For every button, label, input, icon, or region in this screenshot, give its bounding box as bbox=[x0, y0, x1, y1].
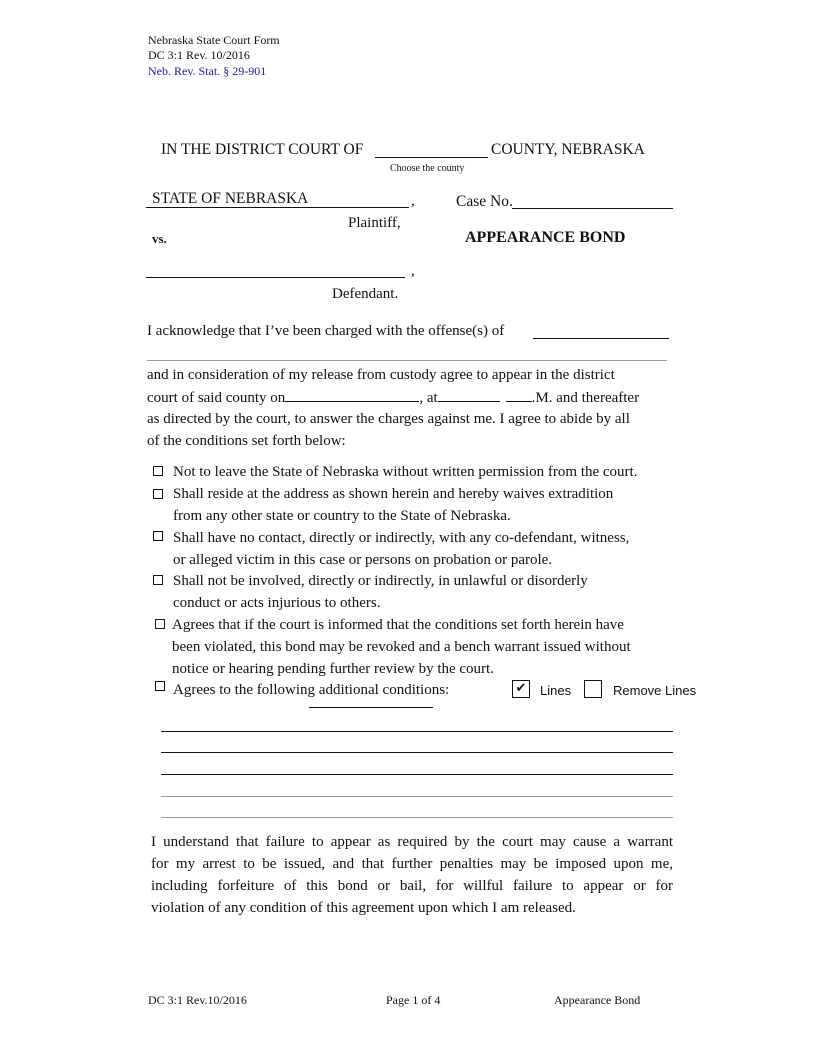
am-pm-field[interactable] bbox=[506, 386, 532, 402]
statement-line-2 bbox=[147, 386, 639, 409]
defendant-field[interactable] bbox=[146, 277, 405, 278]
plaintiff-name[interactable]: STATE OF NEBRASKA bbox=[152, 190, 309, 207]
remove-lines-label: Remove Lines bbox=[613, 683, 697, 698]
condition-5-checkbox[interactable] bbox=[155, 619, 165, 629]
form-name: Nebraska State Court Form bbox=[148, 33, 280, 47]
statute-link[interactable]: Neb. Rev. Stat. § 29-901 bbox=[148, 64, 267, 78]
condition-5-text-cont2: notice or hearing pending further review by the court. bbox=[172, 661, 494, 677]
case-no-label: Case No. bbox=[456, 193, 513, 210]
statement-line-4: of the conditions set forth below: bbox=[147, 433, 346, 449]
additional-condition-line[interactable] bbox=[161, 817, 673, 818]
condition-2-text: Shall reside at the address as shown herein and hereby waives extradition bbox=[173, 486, 614, 502]
footer-page: Page 1 of 4 bbox=[386, 993, 441, 1007]
condition-3-checkbox[interactable] bbox=[153, 531, 163, 541]
remove-lines-checkbox[interactable] bbox=[584, 680, 602, 698]
county-field[interactable] bbox=[375, 157, 488, 158]
court-heading-left: IN THE DISTRICT COURT OF bbox=[161, 141, 364, 158]
additional-condition-line[interactable] bbox=[161, 796, 673, 797]
form-revision: DC 3:1 Rev. 10/2016 bbox=[148, 48, 250, 62]
plaintiff-comma: , bbox=[411, 193, 415, 209]
statement-line-3: as directed by the court, to answer the charges against me. I agree to abide by all bbox=[147, 411, 630, 427]
condition-3-text: Shall have no contact, directly or indirectly, with any co-defendant, witness, bbox=[173, 530, 630, 546]
warning-line-4: violation of any condition of this agreement upon which I am released. bbox=[151, 900, 576, 916]
condition-4-text: Shall not be involved, directly or indirectly, in unlawful or disorderly bbox=[173, 573, 588, 589]
court-heading-right: COUNTY, NEBRASKA bbox=[491, 141, 645, 158]
statement-line-2c: .M. and thereafter bbox=[531, 390, 640, 406]
warning-line-2: for my arrest to be issued, and that further penalties may be imposed upon me, bbox=[151, 856, 673, 872]
case-no-field[interactable] bbox=[512, 208, 673, 209]
offense-field[interactable] bbox=[533, 338, 669, 339]
lines-label: Lines bbox=[540, 683, 572, 698]
lines-checkbox[interactable] bbox=[512, 680, 530, 698]
statement-line-2a: court of said county on bbox=[147, 390, 286, 406]
condition-5-text-cont: been violated, this bond may be revoked and a bench warrant issued without bbox=[172, 639, 631, 655]
condition-1-text: Not to leave the State of Nebraska without written permission from the court. bbox=[173, 464, 638, 480]
versus-label: vs. bbox=[152, 231, 167, 246]
condition-2-text-cont: from any other state or country to the State of Nebraska. bbox=[173, 508, 511, 524]
warning-line-3: including forfeiture of this bond or bail, for willful failure to appear or for bbox=[151, 878, 673, 894]
offense-field-continued[interactable] bbox=[147, 360, 667, 361]
plaintiff-label: Plaintiff, bbox=[348, 215, 401, 231]
additional-condition-line[interactable] bbox=[161, 774, 673, 775]
condition-3-text-cont: or alleged victim in this case or persons on probation or parole. bbox=[173, 552, 553, 568]
additional-condition-line[interactable] bbox=[161, 752, 673, 753]
statement-line-2b: , at bbox=[419, 390, 438, 406]
footer-form: DC 3:1 Rev.10/2016 bbox=[148, 993, 247, 1007]
additional-condition-line[interactable] bbox=[161, 731, 673, 732]
warning-line-1: I understand that failure to appear as required by the court may cause a warrant bbox=[151, 834, 673, 850]
additional-conditions-underline bbox=[309, 707, 433, 708]
statement-line-1: and in consideration of my release from custody agree to appear in the district bbox=[147, 367, 615, 383]
county-hint: Choose the county bbox=[390, 163, 465, 174]
condition-4-text-cont: conduct or acts injurious to others. bbox=[173, 595, 381, 611]
document-title: APPEARANCE BOND bbox=[465, 229, 626, 246]
condition-4-checkbox[interactable] bbox=[153, 575, 163, 585]
charged-text: I acknowledge that I’ve been charged with the offense(s) of bbox=[147, 323, 505, 339]
appearance-time-field[interactable] bbox=[438, 386, 500, 402]
checkmark-icon: ✔ bbox=[515, 681, 527, 696]
defendant-comma: , bbox=[411, 263, 415, 279]
condition-2-checkbox[interactable] bbox=[153, 489, 163, 499]
condition-1-checkbox[interactable] bbox=[153, 466, 163, 476]
footer-title: Appearance Bond bbox=[554, 993, 641, 1007]
condition-5-text: Agrees that if the court is informed that the conditions set forth herein have bbox=[172, 617, 624, 633]
condition-6-text: Agrees to the following additional conditions: bbox=[173, 682, 450, 698]
plaintiff-line bbox=[146, 207, 409, 208]
condition-6-checkbox[interactable] bbox=[155, 681, 165, 691]
defendant-label: Defendant. bbox=[332, 286, 399, 302]
appearance-date-field[interactable] bbox=[285, 386, 419, 402]
